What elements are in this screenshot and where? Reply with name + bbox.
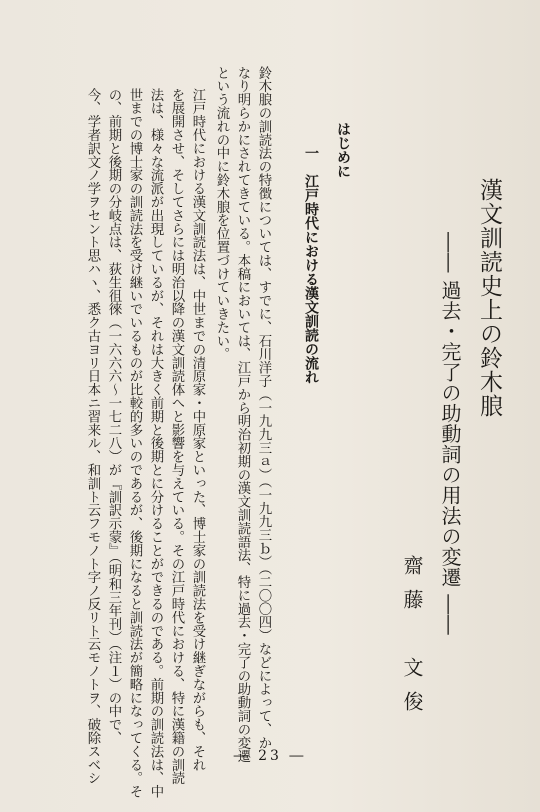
- section-line: を展開させ、そしてさらには明治以降の漢文訓読体へと影響を与えている。その江戸時代における、特に漢籍の訓読: [169, 88, 184, 785]
- section-line: 江戸時代における漢文訓読法は、中世までの清原家・中原家といった、博士家の訓読法を受け継ぎながらも、それ: [190, 88, 205, 772]
- article-subtitle: ―― 過去・完了の助動詞の用法の変遷 ――: [438, 232, 462, 636]
- intro-heading: はじめに: [335, 122, 351, 178]
- section-line: 今、学者訳文ノ学ヲセント思ハヽ、悉ク古ヨリ日本ニ習来ル、和訓ト云フモノト字ノ反リト云モノトヲ、破除スベシ: [85, 88, 100, 785]
- intro-line: なり明らかにされてきている。本稿においては、江戸から明治初期の漢文訓読語法、特に過去・完了の助動詞の変遷: [235, 66, 250, 763]
- section-line: の、前期と後期の分岐点は、荻生徂徠（一六六六～一七二八）が『訓訳示蒙』（明和三年刊）（注１）の中で、: [106, 88, 121, 745]
- section-heading: 一 江戸時代における漢文訓読の流れ: [303, 146, 319, 384]
- section-line: 法は、様々な流派が出現しているが、それは大きく前期と後期とに分けることができるのである。前期の訓読法は、中: [148, 88, 163, 799]
- article-title: 漢文訓読史上の鈴木朖: [476, 178, 502, 418]
- section-body-text: [82, 88, 208, 799]
- section-line: 世までの博士家の訓読法を受け継いでいるものが比較的多いのであるが、後期になると訓読法が簡略になってくる。そ: [127, 88, 142, 799]
- intro-line: 鈴木朖の訓読法の特徴については、すでに、石川洋子（一九九三ａ）（一九九三ｂ）（二〇〇四）などによって、か: [256, 66, 271, 750]
- author-name: 齋藤 文俊: [400, 555, 424, 725]
- page-number: ― 23 ―: [233, 748, 307, 764]
- intro-line: という流れの中に鈴木朖を位置づけていきたい。: [214, 66, 229, 361]
